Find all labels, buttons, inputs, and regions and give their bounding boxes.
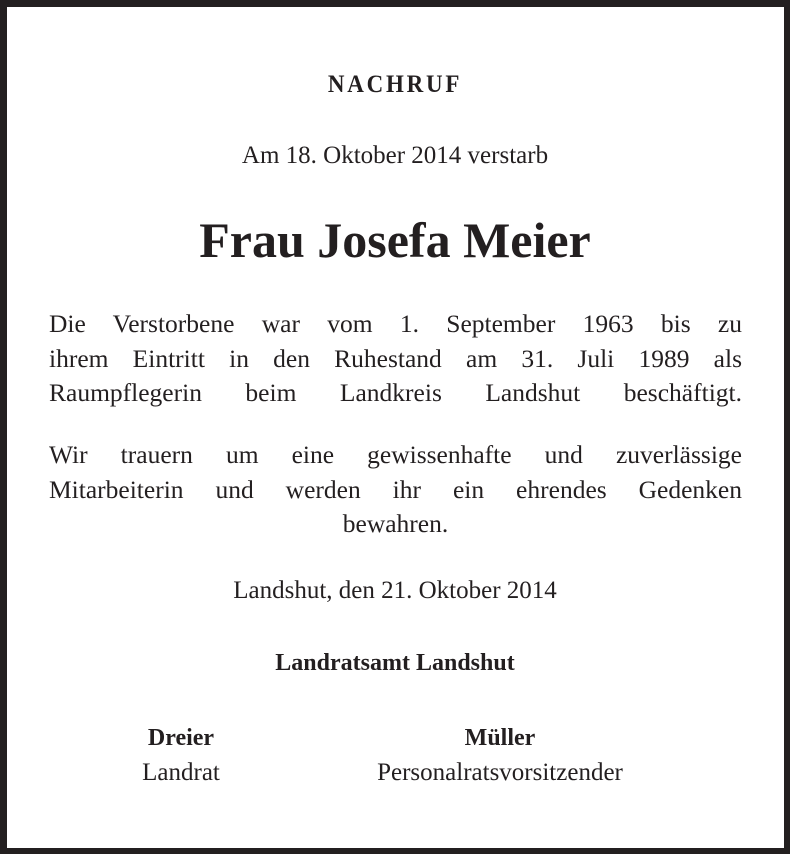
mourning-paragraph — [49, 438, 742, 542]
paragraph-line: ihrem Eintritt in den Ruhestand am 31. Juli 1989 als — [49, 343, 742, 373]
paragraph-line: Raumpflegerin beim Landkreis Landshut beschäftigt. — [49, 378, 742, 407]
paragraph-line: Die Verstorbene war vom 1. September 1963 bis zu — [49, 309, 742, 338]
death-date-intro: Am 18. Oktober 2014 verstarb — [241, 142, 549, 169]
paragraph-line: Mitarbeiterin und werden ihr ein ehrendes Gedenken — [49, 474, 742, 504]
signatory-left — [81, 726, 281, 785]
signatory-right — [320, 726, 680, 785]
signatory-role: Landrat — [142, 759, 220, 786]
notice-heading: NACHRUF — [327, 71, 463, 98]
paragraph-line: Wir trauern um eine gewissenhafte und zuverlässige — [49, 440, 742, 469]
signatory-role: Personalratsvorsitzender — [377, 759, 623, 786]
deceased-name: Frau Josefa Meier — [199, 212, 591, 268]
signatory-name: Müller — [464, 725, 536, 751]
organization-name: Landratsamt Landshut — [275, 650, 515, 676]
paragraph-line: bewahren. — [342, 509, 449, 538]
employment-paragraph — [49, 307, 742, 411]
signatory-name: Dreier — [147, 725, 215, 751]
place-and-date: Landshut, den 21. Oktober 2014 — [233, 577, 557, 604]
